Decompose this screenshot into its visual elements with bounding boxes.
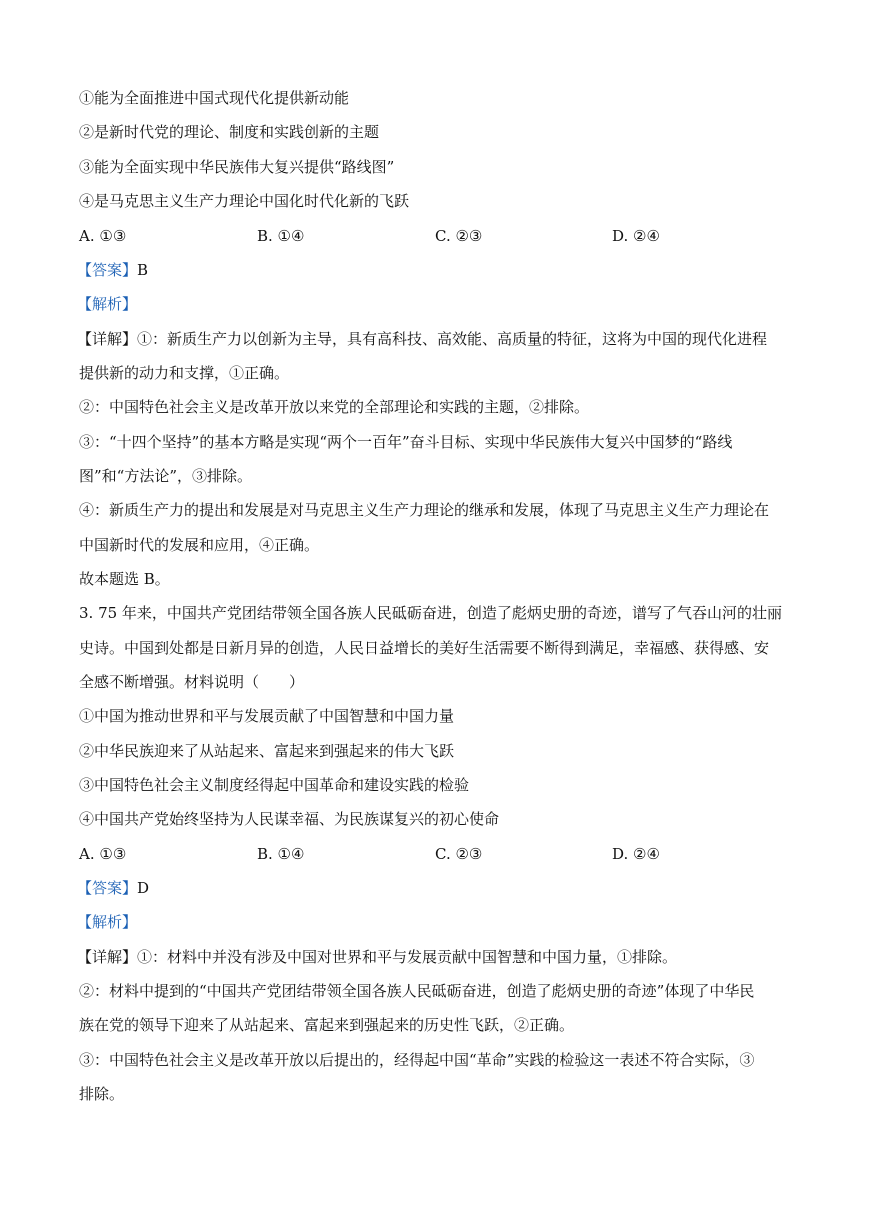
q2-option-a: A. ①③ — [79, 227, 127, 245]
q3-option-d: D. ②④ — [612, 845, 660, 863]
q3-answer-value: D — [137, 879, 150, 897]
q3-option-b: B. ①④ — [257, 845, 305, 863]
q3-explanation-text-1: ①：材料中并没有涉及中国对世界和平与发展贡献中国智慧和中国力量，①排除。 — [137, 948, 678, 966]
q3-item-3: ③中国特色社会主义制度经得起中国革命和建设实践的检验 — [79, 776, 470, 794]
q3-options — [79, 844, 791, 864]
q2-option-b: B. ①④ — [257, 227, 305, 245]
q2-conclusion: 故本题选 B。 — [79, 570, 170, 588]
q3-option-a: A. ①③ — [79, 845, 127, 863]
q2-explanation-line-7: 中国新时代的发展和应用，④正确。 — [79, 536, 320, 554]
q3-detail-label: 【详解】 — [77, 948, 138, 966]
q2-explanation-line-6: ④：新质生产力的提出和发展是对马克思主义生产力理论的继承和发展，体现了马克思主义生产力理论在 — [79, 501, 770, 519]
q2-explanation-line-3: ②：中国特色社会主义是改革开放以来党的全部理论和实践的主题，②排除。 — [79, 398, 590, 416]
q3-answer — [77, 878, 789, 898]
q2-item-3: ③能为全面实现中华民族伟大复兴提供“路线图” — [79, 158, 395, 176]
q3-explanation-line-5: 排除。 — [79, 1085, 125, 1103]
q3-option-c: C. ②③ — [435, 845, 483, 863]
q2-item-2: ②是新时代党的理论、制度和实践创新的主题 — [79, 123, 380, 141]
q3-stem-line-2: 史诗。中国到处都是日新月异的创造，人民日益增长的美好生活需要不断得到满足，幸福感、获得感、安 — [79, 639, 770, 657]
q3-item-4: ④中国共产党始终坚持为人民谋幸福、为民族谋复兴的初心使命 — [79, 810, 500, 828]
q2-explanation-line-5: 图”和“方法论”，③排除。 — [79, 467, 253, 485]
q3-explanation-line-3: 族在党的领导下迎来了从站起来、富起来到强起来的历史性飞跃，②正确。 — [79, 1016, 575, 1034]
q3-explanation-line-1 — [77, 947, 789, 967]
q2-analysis-heading — [77, 294, 789, 314]
q2-answer-value: B — [137, 261, 149, 279]
q3-stem-line-3: 全感不断增强。材料说明（ ） — [79, 673, 305, 691]
q3-explanation-line-2: ②：材料中提到的“中国共产党团结带领全国各族人民砥砺奋进，创造了彪炳史册的奇迹”体现了中华民 — [79, 982, 755, 1000]
q2-explanation-line-4: ③：“十四个坚持”的基本方略是实现“两个一百年”奋斗目标、实现中华民族伟大复兴中国梦的“路线 — [79, 433, 733, 451]
q2-answer-label: 【答案】 — [77, 261, 138, 279]
q3-item-2: ②中华民族迎来了从站起来、富起来到强起来的伟大飞跃 — [79, 742, 455, 760]
q3-answer-label: 【答案】 — [77, 879, 138, 897]
q3-explanation-line-4: ③：中国特色社会主义是改革开放以后提出的，经得起中国“革命”实践的检验这一表述不符合实际，③ — [79, 1051, 755, 1069]
q3-item-1: ①中国为推动世界和平与发展贡献了中国智慧和中国力量 — [79, 707, 455, 725]
q2-detail-label: 【详解】 — [77, 330, 138, 348]
q2-item-4: ④是马克思主义生产力理论中国化时代化新的飞跃 — [79, 192, 410, 210]
q2-answer — [77, 260, 789, 280]
q2-explanation-text-1: ①：新质生产力以创新为主导，具有高科技、高效能、高质量的特征，这将为中国的现代化进程 — [137, 330, 768, 348]
q2-explanation-line-2: 提供新的动力和支撑，①正确。 — [79, 364, 290, 382]
q3-analysis-label: 【解析】 — [77, 913, 138, 931]
q2-explanation-line-1 — [77, 329, 789, 349]
q3-analysis-heading — [77, 912, 789, 932]
q2-options — [79, 226, 791, 246]
q2-item-1: ①能为全面推进中国式现代化提供新动能 — [79, 89, 350, 107]
q2-option-d: D. ②④ — [612, 227, 660, 245]
q3-stem-line-1: 3. 75 年来，中国共产党团结带领全国各族人民砥砺奋进，创造了彪炳史册的奇迹，谱写了气吞山河的壮丽 — [79, 604, 782, 622]
q2-analysis-label: 【解析】 — [77, 295, 138, 313]
q2-option-c: C. ②③ — [435, 227, 483, 245]
